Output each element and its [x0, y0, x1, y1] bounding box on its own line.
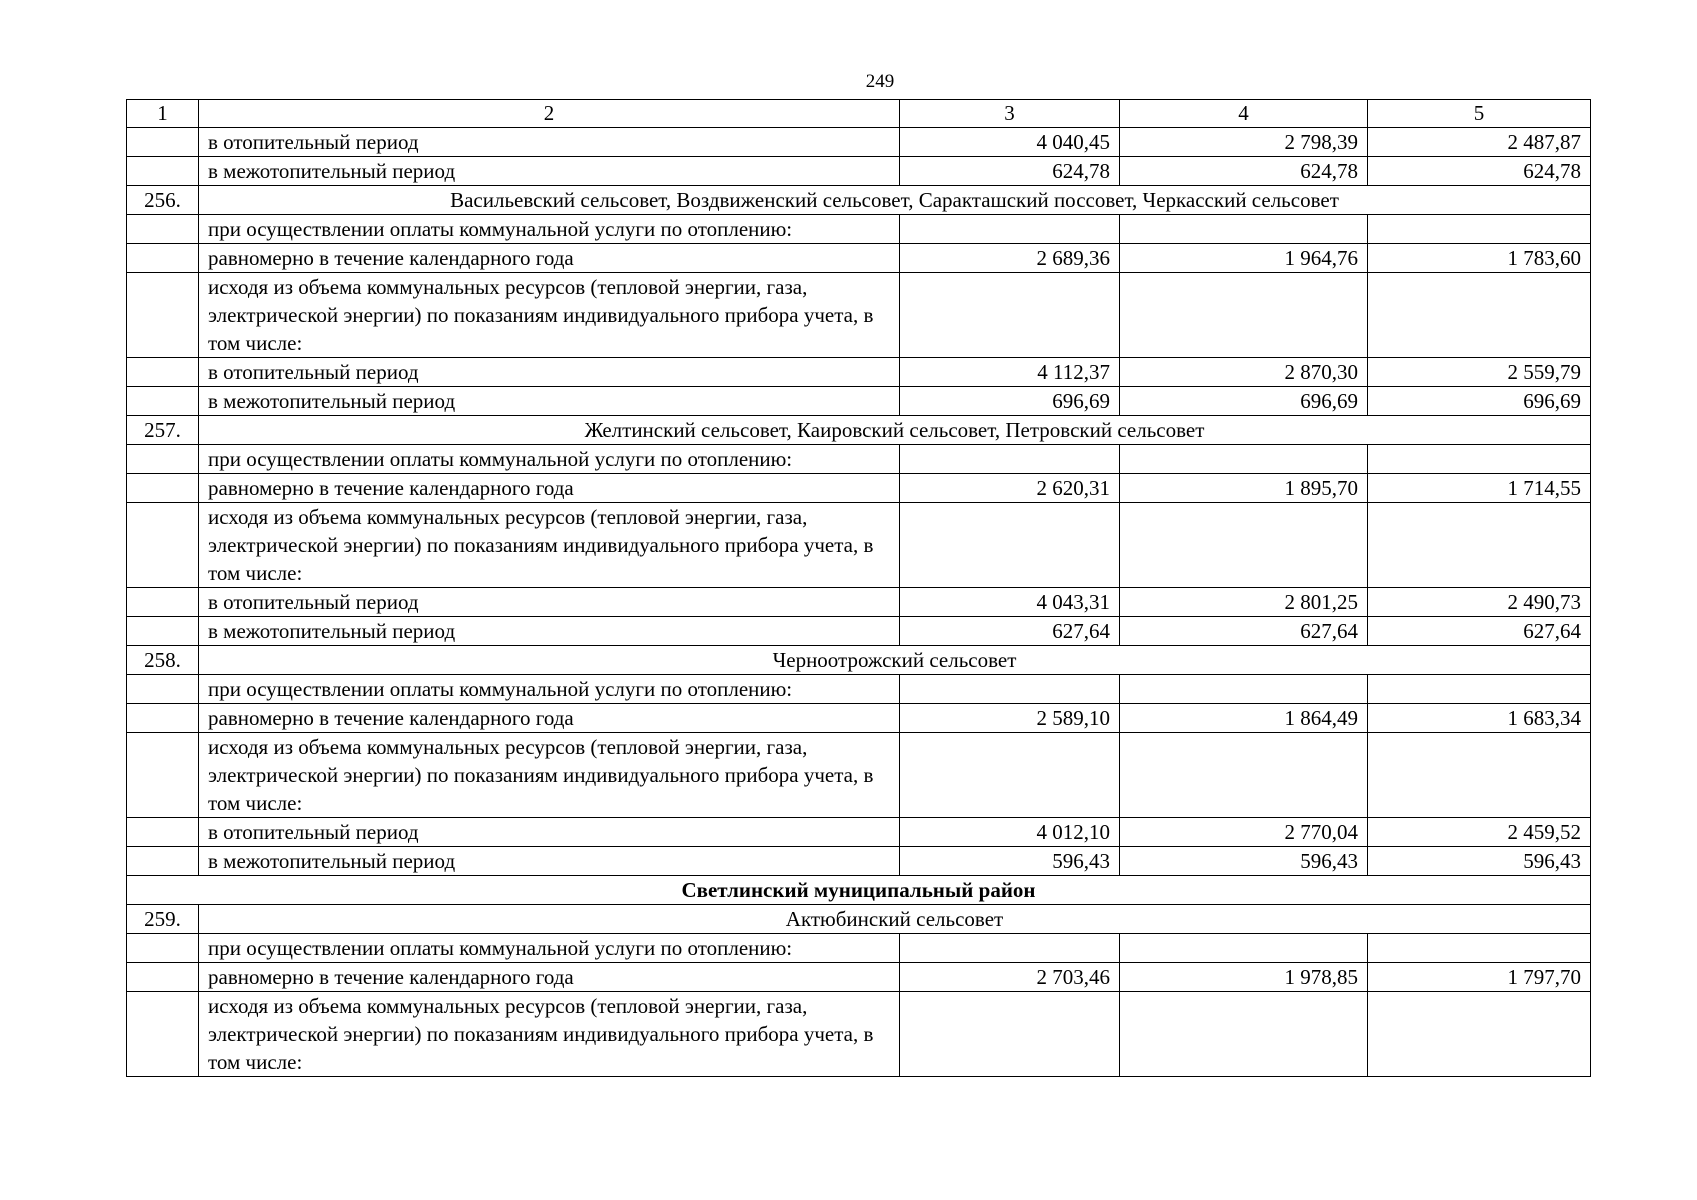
row-description: в межотопительный период — [199, 387, 900, 416]
tariff-table-body — [127, 100, 1591, 1077]
table-row — [127, 588, 1591, 617]
row-description: при осуществлении оплаты коммунальной услуги по отоплению: — [199, 675, 900, 704]
value-col-4: 1 895,70 — [1120, 474, 1368, 503]
row-number: 259. — [127, 905, 199, 934]
table-row — [127, 818, 1591, 847]
row-number — [127, 617, 199, 646]
row-number: 258. — [127, 646, 199, 675]
section-row — [127, 646, 1591, 675]
value-col-4: 1 978,85 — [1120, 963, 1368, 992]
section-title: Васильевский сельсовет, Воздвиженский сельсовет, Саракташский поссовет, Черкасский сельсовет — [199, 186, 1591, 215]
section-row — [127, 905, 1591, 934]
row-number — [127, 818, 199, 847]
row-number — [127, 445, 199, 474]
table-row — [127, 704, 1591, 733]
row-description: при осуществлении оплаты коммунальной услуги по отоплению: — [199, 215, 900, 244]
row-number — [127, 675, 199, 704]
value-col-4: 2 770,04 — [1120, 818, 1368, 847]
column-header-row — [127, 100, 1591, 128]
row-number: 256. — [127, 186, 199, 215]
value-col-4: 696,69 — [1120, 387, 1368, 416]
value-col-3 — [900, 503, 1120, 588]
row-description: равномерно в течение календарного года — [199, 704, 900, 733]
value-col-5: 1 797,70 — [1368, 963, 1591, 992]
value-col-4 — [1120, 503, 1368, 588]
value-col-4: 2 870,30 — [1120, 358, 1368, 387]
value-col-3: 4 012,10 — [900, 818, 1120, 847]
value-col-5: 1 683,34 — [1368, 704, 1591, 733]
row-number — [127, 128, 199, 157]
value-col-4 — [1120, 934, 1368, 963]
value-col-5: 2 490,73 — [1368, 588, 1591, 617]
value-col-4 — [1120, 445, 1368, 474]
row-number — [127, 244, 199, 273]
row-number — [127, 157, 199, 186]
row-number — [127, 847, 199, 876]
value-col-5 — [1368, 934, 1591, 963]
value-col-3: 2 703,46 — [900, 963, 1120, 992]
value-col-4: 627,64 — [1120, 617, 1368, 646]
value-col-3 — [900, 445, 1120, 474]
value-col-3 — [900, 934, 1120, 963]
table-row — [127, 503, 1591, 588]
value-col-5 — [1368, 992, 1591, 1077]
district-title: Светлинский муниципальный район — [127, 876, 1591, 905]
value-col-3: 2 589,10 — [900, 704, 1120, 733]
table-row — [127, 963, 1591, 992]
value-col-5 — [1368, 445, 1591, 474]
value-col-3: 696,69 — [900, 387, 1120, 416]
value-col-5: 2 487,87 — [1368, 128, 1591, 157]
value-col-4: 2 798,39 — [1120, 128, 1368, 157]
value-col-3 — [900, 992, 1120, 1077]
value-col-3: 596,43 — [900, 847, 1120, 876]
value-col-3: 4 043,31 — [900, 588, 1120, 617]
value-col-4: 596,43 — [1120, 847, 1368, 876]
row-number — [127, 704, 199, 733]
value-col-4 — [1120, 215, 1368, 244]
table-row — [127, 244, 1591, 273]
row-description: исходя из объема коммунальных ресурсов (тепловой энергии, газа, электрической энергии) по показаниям индивидуального прибора учета, в том числе: — [199, 503, 900, 588]
value-col-3 — [900, 733, 1120, 818]
row-number — [127, 992, 199, 1077]
row-description: в отопительный период — [199, 128, 900, 157]
value-col-5: 2 459,52 — [1368, 818, 1591, 847]
value-col-5 — [1368, 273, 1591, 358]
table-row — [127, 273, 1591, 358]
row-description: исходя из объема коммунальных ресурсов (тепловой энергии, газа, электрической энергии) по показаниям индивидуального прибора учета, в том числе: — [199, 273, 900, 358]
value-col-4: 1 964,76 — [1120, 244, 1368, 273]
value-col-5: 1 714,55 — [1368, 474, 1591, 503]
row-description: исходя из объема коммунальных ресурсов (тепловой энергии, газа, электрической энергии) по показаниям индивидуального прибора учета, в том числе: — [199, 992, 900, 1077]
value-col-5: 696,69 — [1368, 387, 1591, 416]
value-col-4: 1 864,49 — [1120, 704, 1368, 733]
page-number: 249 — [865, 71, 895, 92]
value-col-3: 4 040,45 — [900, 128, 1120, 157]
value-col-4: 2 801,25 — [1120, 588, 1368, 617]
value-col-3: 2 689,36 — [900, 244, 1120, 273]
row-number — [127, 503, 199, 588]
row-number — [127, 588, 199, 617]
section-title: Желтинский сельсовет, Каировский сельсовет, Петровский сельсовет — [199, 416, 1591, 445]
row-description: при осуществлении оплаты коммунальной услуги по отоплению: — [199, 934, 900, 963]
value-col-4 — [1120, 675, 1368, 704]
row-number — [127, 273, 199, 358]
value-col-4 — [1120, 273, 1368, 358]
row-description: равномерно в течение календарного года — [199, 963, 900, 992]
tariff-table — [126, 99, 1591, 1077]
row-description: равномерно в течение календарного года — [199, 474, 900, 503]
value-col-4 — [1120, 992, 1368, 1077]
table-row — [127, 934, 1591, 963]
column-header-5: 5 — [1368, 100, 1591, 128]
row-number — [127, 387, 199, 416]
row-number — [127, 733, 199, 818]
row-number — [127, 474, 199, 503]
table-row — [127, 733, 1591, 818]
value-col-5: 2 559,79 — [1368, 358, 1591, 387]
table-row — [127, 157, 1591, 186]
row-number — [127, 215, 199, 244]
section-row — [127, 416, 1591, 445]
row-description: в межотопительный период — [199, 617, 900, 646]
value-col-3 — [900, 215, 1120, 244]
table-row — [127, 215, 1591, 244]
district-row — [127, 876, 1591, 905]
table-row — [127, 847, 1591, 876]
row-number — [127, 934, 199, 963]
value-col-5: 596,43 — [1368, 847, 1591, 876]
row-number: 257. — [127, 416, 199, 445]
table-row — [127, 617, 1591, 646]
table-row — [127, 128, 1591, 157]
value-col-3: 2 620,31 — [900, 474, 1120, 503]
row-description: при осуществлении оплаты коммунальной услуги по отоплению: — [199, 445, 900, 474]
value-col-4: 624,78 — [1120, 157, 1368, 186]
value-col-3 — [900, 675, 1120, 704]
value-col-5: 627,64 — [1368, 617, 1591, 646]
value-col-3 — [900, 273, 1120, 358]
column-header-3: 3 — [900, 100, 1120, 128]
value-col-5 — [1368, 215, 1591, 244]
value-col-3: 624,78 — [900, 157, 1120, 186]
row-description: в отопительный период — [199, 588, 900, 617]
table-row — [127, 358, 1591, 387]
section-row — [127, 186, 1591, 215]
table-row — [127, 445, 1591, 474]
row-number — [127, 963, 199, 992]
section-title: Актюбинский сельсовет — [199, 905, 1591, 934]
table-row — [127, 387, 1591, 416]
value-col-5: 1 783,60 — [1368, 244, 1591, 273]
column-header-1: 1 — [127, 100, 199, 128]
row-description: в межотопительный период — [199, 157, 900, 186]
value-col-5: 624,78 — [1368, 157, 1591, 186]
column-header-2: 2 — [199, 100, 900, 128]
value-col-5 — [1368, 733, 1591, 818]
column-header-4: 4 — [1120, 100, 1368, 128]
value-col-3: 627,64 — [900, 617, 1120, 646]
section-title: Черноотрожский сельсовет — [199, 646, 1591, 675]
value-col-3: 4 112,37 — [900, 358, 1120, 387]
value-col-5 — [1368, 503, 1591, 588]
table-row — [127, 474, 1591, 503]
row-description: исходя из объема коммунальных ресурсов (тепловой энергии, газа, электрической энергии) по показаниям индивидуального прибора учета, в том числе: — [199, 733, 900, 818]
row-number — [127, 358, 199, 387]
row-description: в отопительный период — [199, 358, 900, 387]
row-description: в межотопительный период — [199, 847, 900, 876]
table-row — [127, 992, 1591, 1077]
table-row — [127, 675, 1591, 704]
row-description: в отопительный период — [199, 818, 900, 847]
row-description: равномерно в течение календарного года — [199, 244, 900, 273]
value-col-5 — [1368, 675, 1591, 704]
value-col-4 — [1120, 733, 1368, 818]
